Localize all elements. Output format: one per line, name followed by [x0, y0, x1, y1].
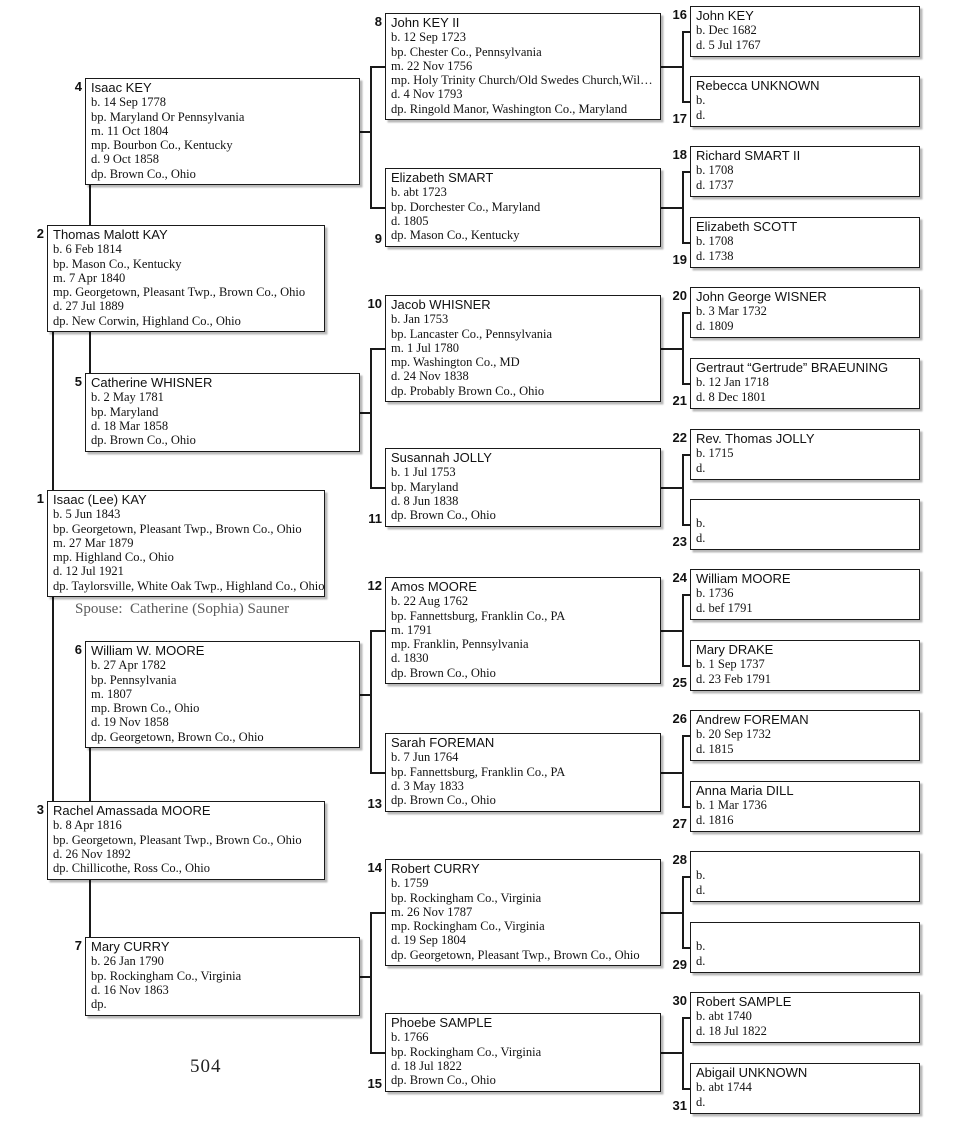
person-name: Rachel Amassada MOORE	[53, 803, 211, 818]
person-number-8: 8	[374, 14, 382, 29]
connector-bracket-vertical	[370, 349, 372, 488]
connector-child-stub	[360, 412, 372, 414]
connector-parent-stub	[682, 665, 690, 667]
person-number-3: 3	[36, 802, 44, 817]
connector-parent-stub	[370, 772, 385, 774]
connector-parent-stub	[682, 242, 690, 244]
person-box-17	[690, 76, 920, 127]
person-name	[696, 925, 917, 939]
person-box-19	[690, 217, 920, 268]
person-number-26: 26	[672, 711, 687, 726]
connector-parent-stub	[682, 383, 690, 385]
person-name: Rev. Thomas JOLLY	[696, 431, 815, 446]
connector-parent-stub	[682, 947, 690, 949]
connector-bracket-vertical	[370, 913, 372, 1053]
person-box-5	[85, 373, 360, 452]
person-details: b. 12 Jan 1718 d. 8 Dec 1801	[696, 375, 769, 404]
person-name: Sarah FOREMAN	[391, 735, 495, 750]
connector-parent-stub	[370, 487, 385, 489]
page-number: 504	[190, 1056, 222, 1077]
person-details: b. 2 May 1781 bp. Maryland d. 18 Mar 1858 dp. Brown Co., Ohio	[91, 390, 196, 448]
person-box-28	[690, 851, 920, 902]
person-name: Robert CURRY	[391, 861, 480, 876]
person-name: Elizabeth SMART	[391, 170, 494, 185]
person-box-16	[690, 6, 920, 57]
person-number-31: 31	[672, 1098, 687, 1113]
person-details: b. 26 Jan 1790 bp. Rockingham Co., Virginia d. 16 Nov 1863 dp.	[91, 954, 242, 1012]
person-name: Rebecca UNKNOWN	[696, 78, 820, 93]
connector-child-stub	[360, 131, 372, 133]
connector-parent-stub	[682, 31, 690, 33]
person-box-22	[690, 429, 920, 480]
person-name: John George WISNER	[696, 289, 827, 304]
spouse-note: Spouse: Catherine (Sophia) Sauner	[75, 601, 290, 617]
connector-child-stub	[661, 1052, 684, 1054]
person-details: b. 1708 d. 1737	[696, 163, 734, 192]
person-box-12	[385, 577, 661, 684]
person-name: Amos MOORE	[391, 579, 477, 594]
person-box-18	[690, 146, 920, 197]
person-name: William MOORE	[696, 571, 791, 586]
person-number-11: 11	[368, 511, 382, 526]
person-name: Isaac KEY	[91, 80, 152, 95]
person-details: b. d.	[696, 868, 706, 897]
connector-child-stub	[661, 348, 684, 350]
connector-parent-stub	[682, 876, 690, 878]
person-box-15	[385, 1013, 661, 1092]
person-name: John KEY	[696, 8, 754, 23]
person-details: b. abt 1744 d.	[696, 1080, 752, 1109]
person-name: Anna Maria DILL	[696, 783, 794, 798]
person-box-21	[690, 358, 920, 409]
person-name: Phoebe SAMPLE	[391, 1015, 493, 1030]
person-box-9	[385, 168, 661, 247]
person-box-4	[85, 78, 360, 185]
person-details: b. d.	[696, 516, 706, 545]
person-number-5: 5	[74, 374, 82, 389]
person-details: b. 1766 bp. Rockingham Co., Virginia d. 18 Jul 1822 dp. Brown Co., Ohio	[391, 1030, 542, 1088]
person-number-29: 29	[672, 957, 687, 972]
person-number-13: 13	[367, 796, 382, 811]
person-details: b. 20 Sep 1732 d. 1815	[696, 727, 771, 756]
person-name: Susannah JOLLY	[391, 450, 492, 465]
person-number-16: 16	[672, 7, 687, 22]
person-box-27	[690, 781, 920, 832]
person-details: b. 1759 bp. Rockingham Co., Virginia m. 26 Nov 1787 mp. Rockingham Co., Virginia d. 19 Sep 1804 dp. Georgetown, Pleasant Twp., Brown Co., Ohio	[391, 876, 640, 962]
person-box-20	[690, 287, 920, 338]
person-number-6: 6	[74, 642, 82, 657]
person-details: b. 27 Apr 1782 bp. Pennsylvania m. 1807 mp. Brown Co., Ohio d. 19 Nov 1858 dp. Georgetown, Brown Co., Ohio	[91, 658, 264, 744]
person-details: b. 1715 d.	[696, 446, 734, 475]
person-name: Jacob WHISNER	[391, 297, 491, 312]
connector-parent-stub	[370, 912, 385, 914]
connector-child-stub	[661, 207, 684, 209]
person-box-29	[690, 922, 920, 973]
person-number-20: 20	[672, 288, 687, 303]
person-name: William W. MOORE	[91, 643, 205, 658]
person-number-9: 9	[374, 231, 382, 246]
person-number-22: 22	[672, 430, 687, 445]
connector-parent-stub	[370, 348, 385, 350]
connector-parent-stub	[682, 594, 690, 596]
connector-parent-stub	[370, 630, 385, 632]
person-details: b. 6 Feb 1814 bp. Mason Co., Kentucky m. 7 Apr 1840 mp. Georgetown, Pleasant Twp., Brown Co., Ohio d. 27 Jul 1889 dp. New Corwin, Highland Co., Ohio	[53, 242, 306, 328]
person-box-8	[385, 13, 661, 120]
person-box-31	[690, 1063, 920, 1114]
person-name	[696, 502, 917, 516]
person-details: b. 1 Jul 1753 bp. Maryland d. 8 Jun 1838 dp. Brown Co., Ohio	[391, 465, 496, 523]
person-name: Thomas Malott KAY	[53, 227, 168, 242]
person-number-25: 25	[672, 675, 687, 690]
person-name: Mary CURRY	[91, 939, 170, 954]
person-number-1: 1	[36, 491, 44, 506]
connector-bracket-vertical	[370, 631, 372, 773]
connector-parent-stub	[682, 171, 690, 173]
person-number-4: 4	[74, 79, 82, 94]
connector-parent-stub	[682, 454, 690, 456]
person-details: b. 5 Jun 1843 bp. Georgetown, Pleasant Twp., Brown Co., Ohio m. 27 Mar 1879 mp. Highland Co., Ohio d. 12 Jul 1921 dp. Taylorsville, White Oak Twp., Highland Co., Ohio	[53, 507, 325, 593]
person-number-12: 12	[367, 578, 382, 593]
connector-parent-stub	[682, 1088, 690, 1090]
person-details: b. d.	[696, 939, 706, 968]
person-number-17: 17	[672, 111, 687, 126]
person-number-15: 15	[367, 1076, 382, 1091]
person-box-26	[690, 710, 920, 761]
person-details: b. 1708 d. 1738	[696, 234, 734, 263]
person-name: Richard SMART II	[696, 148, 801, 163]
person-name: Robert SAMPLE	[696, 994, 792, 1009]
connector-bracket-vertical	[682, 455, 684, 525]
person-number-27: 27	[672, 816, 687, 831]
person-number-28: 28	[672, 852, 687, 867]
connector-parent-stub	[370, 207, 385, 209]
person-details: b. 14 Sep 1778 bp. Maryland Or Pennsylvania m. 11 Oct 1804 mp. Bourbon Co., Kentucky d. 9 Oct 1858 dp. Brown Co., Ohio	[91, 95, 245, 181]
person-name: John KEY II	[391, 15, 460, 30]
connector-parent-stub	[682, 101, 690, 103]
person-box-10	[385, 295, 661, 402]
person-box-14	[385, 859, 661, 966]
person-details: b. abt 1740 d. 18 Jul 1822	[696, 1009, 767, 1038]
person-name	[696, 854, 917, 868]
person-name: Abigail UNKNOWN	[696, 1065, 808, 1080]
connector-parent-stub	[370, 1052, 385, 1054]
connector-bracket-vertical	[370, 67, 372, 208]
person-number-23: 23	[672, 534, 687, 549]
person-number-7: 7	[74, 938, 82, 953]
person-details: b. Dec 1682 d. 5 Jul 1767	[696, 23, 761, 52]
connector-child-stub	[661, 630, 684, 632]
person-number-10: 10	[367, 296, 382, 311]
person-number-2: 2	[36, 226, 44, 241]
person-box-11	[385, 448, 661, 527]
connector-parent-stub	[370, 66, 385, 68]
person-number-19: 19	[672, 252, 687, 267]
connector-child-stub	[360, 976, 372, 978]
person-details: b. 1 Mar 1736 d. 1816	[696, 798, 767, 827]
person-name: Elizabeth SCOTT	[696, 219, 798, 234]
person-number-14: 14	[367, 860, 382, 875]
connector-child-stub	[661, 772, 684, 774]
connector-parent-stub	[682, 524, 690, 526]
person-number-18: 18	[672, 147, 687, 162]
connector-child-stub	[360, 694, 372, 696]
person-box-3	[47, 801, 325, 880]
person-number-24: 24	[672, 570, 687, 585]
person-details: b. Jan 1753 bp. Lancaster Co., Pennsylvania m. 1 Jul 1780 mp. Washington Co., MD d. 24 Nov 1838 dp. Probably Brown Co., Ohio	[391, 312, 553, 398]
person-name: Andrew FOREMAN	[696, 712, 809, 727]
connector-parent-stub	[682, 1017, 690, 1019]
person-number-30: 30	[672, 993, 687, 1008]
person-box-2	[47, 225, 325, 332]
connector-child-stub	[661, 912, 684, 914]
person-details: b. d.	[696, 93, 706, 122]
person-name: Catherine WHISNER	[91, 375, 213, 390]
person-box-23	[690, 499, 920, 550]
person-details: b. 3 Mar 1732 d. 1809	[696, 304, 767, 333]
person-name: Gertraut “Gertrude” BRAEUNING	[696, 360, 889, 375]
person-details: b. 1 Sep 1737 d. 23 Feb 1791	[696, 657, 771, 686]
person-details: b. 12 Sep 1723 bp. Chester Co., Pennsylvania m. 22 Nov 1756 mp. Holy Trinity Church/Old Swedes Church,Wil… d. 4 Nov 1793 dp. Ringold Manor, Washington Co., Maryland	[391, 30, 653, 116]
person-details: b. 8 Apr 1816 bp. Georgetown, Pleasant Twp., Brown Co., Ohio d. 26 Nov 1892 dp. Chillicothe, Ross Co., Ohio	[53, 818, 302, 876]
connector-parent-stub	[682, 312, 690, 314]
person-details: b. 7 Jun 1764 bp. Fannettsburg, Franklin Co., PA d. 3 May 1833 dp. Brown Co., Ohio	[391, 750, 566, 808]
person-box-30	[690, 992, 920, 1043]
connector-parent-stub	[682, 735, 690, 737]
person-name: Isaac (Lee) KAY	[53, 492, 147, 507]
person-box-1	[47, 490, 325, 597]
person-number-21: 21	[672, 393, 687, 408]
person-details: b. abt 1723 bp. Dorchester Co., Maryland d. 1805 dp. Mason Co., Kentucky	[391, 185, 541, 243]
connector-parent-stub	[682, 806, 690, 808]
person-box-6	[85, 641, 360, 748]
connector-child-stub	[661, 487, 684, 489]
person-box-7	[85, 937, 360, 1016]
person-box-25	[690, 640, 920, 691]
person-details: b. 22 Aug 1762 bp. Fannettsburg, Franklin Co., PA m. 1791 mp. Franklin, Pennsylvania d. 1830 dp. Brown Co., Ohio	[391, 594, 566, 680]
person-name: Mary DRAKE	[696, 642, 774, 657]
person-details: b. 1736 d. bef 1791	[696, 586, 753, 615]
person-box-13	[385, 733, 661, 812]
connector-child-stub	[661, 66, 684, 68]
person-box-24	[690, 569, 920, 620]
